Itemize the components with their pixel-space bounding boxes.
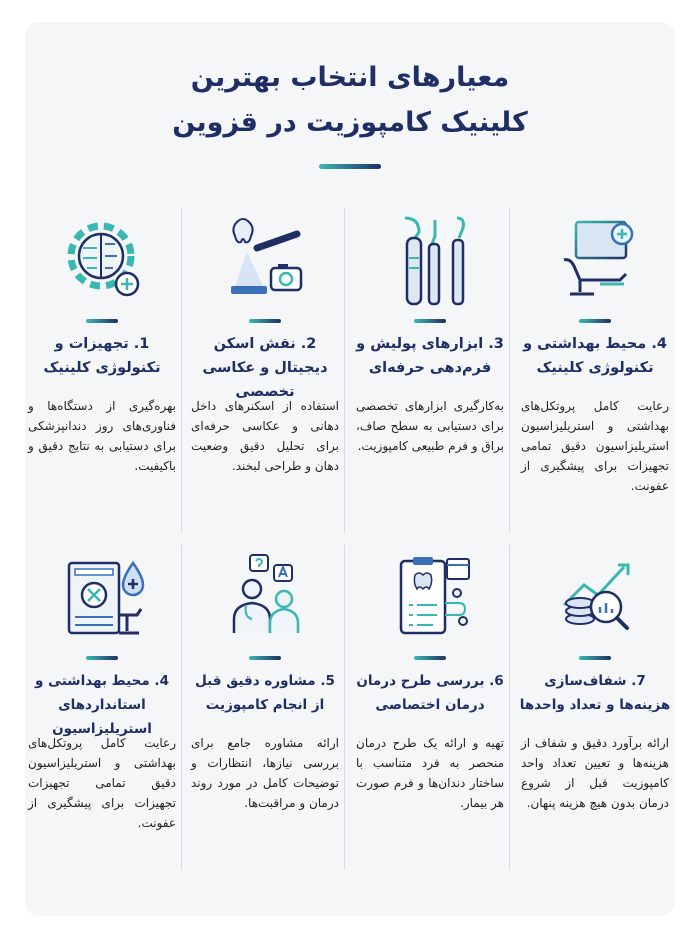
criterion-description: ارائه مشاوره جامع برای بررسی نیازها، انتظارات و توضیحات کامل در مورد روند درمان و مراقبت‌ها. — [191, 736, 339, 810]
page-title-line-2: کلینیک کامپوزیت در قزوین — [172, 107, 528, 138]
criterion-description: بهره‌گیری از دستگاه‌ها و فناوری‌های روز دندانپزشکی برای دستیابی به نتایج دقیق و باکیفیت. — [28, 399, 176, 473]
treatment-plan-clipboard-icon — [350, 545, 510, 645]
criterion-description: استفاده از اسکنرهای داخل دهانی و عکاسی حرفه‌ای برای تحلیل دقیق وضعیت دهان و طراحی لبخند. — [191, 399, 339, 473]
card-accent-bar — [414, 656, 446, 660]
doctor-patient-consultation-icon — [185, 545, 345, 645]
criterion-heading: 7. شفاف‌سازی هزینه‌ها و تعداد واحدها — [519, 673, 671, 713]
criterion-heading: 5. مشاوره دقیق قبل از انجام کامپوزیت — [195, 673, 335, 713]
card-accent-bar — [249, 319, 281, 323]
dental-chair-monitor-icon — [515, 208, 675, 308]
card-accent-bar — [86, 656, 118, 660]
criterion-card-r2-1 — [515, 545, 675, 870]
criterion-description: رعایت کامل پروتکل‌های بهداشتی و استریلیزاسیون استریلیزاسیون دقیق تمامی تجهیزات برای پیشگیری از عفونت. — [521, 399, 669, 493]
sterilizer-device-icon — [22, 545, 182, 645]
criterion-card-r1-2 — [350, 208, 510, 533]
criterion-description: به‌کارگیری ابزارهای تخصصی برای دستیابی به سطح صاف، براق و فرم طبیعی کامپوزیت. — [356, 399, 504, 453]
card-accent-bar — [579, 656, 611, 660]
criterion-description: تهیه و ارائه یک طرح درمان منحصر به فرد متناسب با ساختار دندان‌ها و فرم صورت هر بیمار. — [356, 736, 504, 810]
dental-instruments-icon — [350, 208, 510, 308]
card-accent-bar — [249, 656, 281, 660]
criterion-card-r2-3 — [185, 545, 345, 870]
criterion-heading: 4. محیط بهداشتی و تکنولوژی کلینیک — [523, 336, 667, 376]
card-accent-bar — [579, 319, 611, 323]
criterion-card-r2-4 — [22, 545, 182, 870]
criterion-heading: 4. محیط بهداشتی و استانداردهای استریلیزاسیون — [35, 673, 169, 737]
card-accent-bar — [414, 319, 446, 323]
criterion-heading: 2. نقش اسکن دیجیتال و عکاسی تخصصی — [202, 336, 328, 400]
criterion-card-r1-1 — [515, 208, 675, 533]
intraoral-scanner-camera-icon — [185, 208, 345, 308]
criterion-heading: 1. تجهیزات و تکنولوژی کلینیک — [43, 336, 161, 376]
criterion-description: ارائه برآورد دقیق و شفاف از هزینه‌ها و تعیین تعداد واحد کامپوزیت قبل از شروع درمان بدون هیچ هزینه پنهان. — [521, 736, 669, 810]
card-accent-bar — [86, 319, 118, 323]
criterion-heading: 3. ابزارهای پولیش و فرم‌دهی حرفه‌ای — [356, 336, 504, 376]
criterion-heading: 6. بررسی طرح درمان درمان اختصاصی — [356, 673, 504, 713]
criterion-description: رعایت کامل پروتکل‌های بهداشتی و استریلیزاسیون دقیق تمامی تجهیزات تجهیزات برای پیشگیری از عفونت. — [28, 736, 176, 830]
gear-technology-icon — [22, 208, 182, 308]
criterion-card-r1-3 — [185, 208, 345, 533]
criterion-card-r1-4 — [22, 208, 182, 533]
cost-transparency-coins-icon — [515, 545, 675, 645]
page-title-line-1: معیارهای انتخاب بهترین — [190, 62, 510, 93]
title-accent-bar — [319, 164, 381, 169]
criterion-card-r2-2 — [350, 545, 510, 870]
